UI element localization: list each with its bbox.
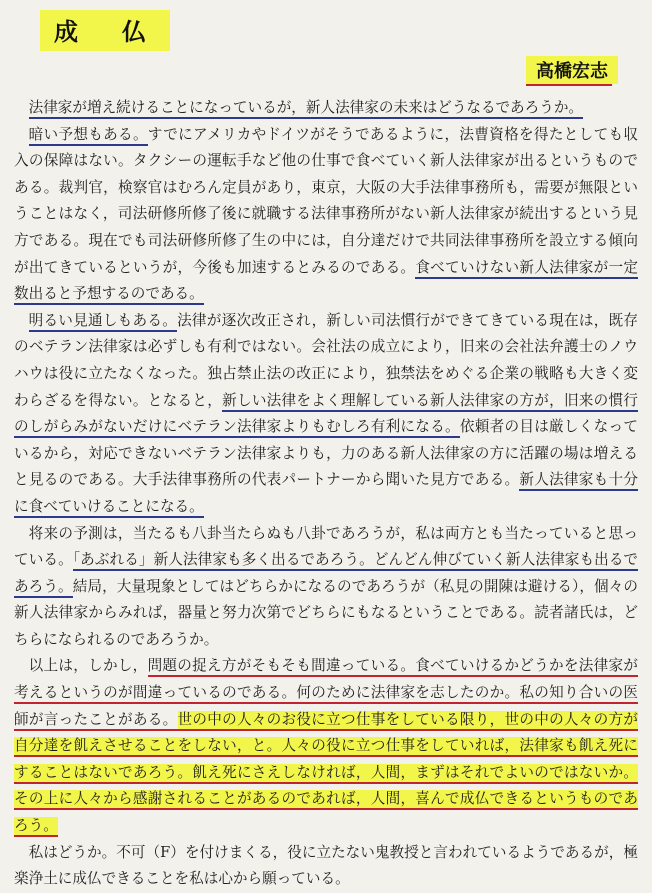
author-underline (526, 84, 612, 86)
paragraph-6 (14, 840, 638, 893)
paragraph-2 (14, 122, 638, 308)
paragraph-1 (14, 95, 638, 122)
sentence-underlined: 新しい法律をよく理解している新人法律家の方が，旧来の慣行のしがらみがないだけにベテラン法律家よりもむしろ有利になる。 (14, 392, 638, 439)
sentence-underlined: 「あぶれる」新人法律家も多く出るであろう。 (73, 551, 374, 571)
sentence-highlighted: 世の中の人々のお役に立つ仕事をしている限り，世の中の人々の方が自分達を飢えさせることをしない，と。人々の役に立つ仕事をしていれば，法律家も飢え死にすることはないであろう。飢え死にさえしなければ，人間，まずはそれでよいのではないか。その上に人々から感謝されることがあるのであれば，人間，喜んで成仏できるというものであろう。 (14, 711, 638, 837)
sentence-underlined: 新人法律家も十分に食べていけることになる。 (14, 471, 638, 518)
sentence: 結局，大量現象としてはどちらかになるのであろうが（私見の開陳は避ける），個々の新人法律家からみれば，器量と努力次第でどちらにもなるということである。読者諸氏は，どちらになられるのであろうか。 (14, 577, 638, 648)
sentence: 私はどうか。不可（F）を付けまくる，役に立たない鬼教授と言われているようであるが，極楽浄土に成仏できることを私は心から願っている。 (14, 843, 638, 888)
sentence: 依頼者の目は厳しくなっているから，対応できないベテラン法律家よりも，力のある新人法律家の方に活躍の場は増えると見るのである。大手法律事務所の代表パートナーから聞いた見方である。 (14, 418, 638, 489)
sentence-underlined-red: 問題の捉え方がそもそも間違っている。 (148, 657, 416, 677)
sentence-underlined: 法律家が増え続けることになっているが，新人法律家の未来はどうなるであろうか。 (29, 99, 583, 119)
paragraph-4 (14, 521, 638, 654)
essay-title: 成 仏 (40, 10, 170, 51)
sentence-underlined: どんどん伸びていく新人法律家も出るであろう。 (14, 551, 638, 598)
sentence-underlined: 食べていけない新人法律家が一定数出ると予想するのである。 (14, 259, 638, 306)
sentence: 以上は，しかし， (28, 657, 148, 675)
paragraph-3 (14, 308, 638, 521)
sentence-underlined-red: 食べていけるかどうかを法律家が考えるというのが間違っているのである。 (14, 657, 638, 704)
author-name: 高橋宏志 (526, 56, 618, 84)
sentence-underlined: 明るい見通しもある。 (29, 312, 177, 332)
sentence: すでにアメリカやドイツがそうであるように，法曹資格を得たとしても収入の保障はない。タクシーの運転手など他の仕事で食べていく新人法律家が出るというものである。裁判官，検察官はむろん定員があり，東京，大阪の大手法律事務所も，需要が無限ということはなく，司法研修所修了後に就職する法律事務所がない新人法律家が続出するという見方である。現在でも司法研修所修了生の中には，自分達だけで共同法律事務所を設立する傾向が出てきているというが，今後も加速するとみるのである。 (14, 125, 638, 276)
paragraph-5 (14, 653, 638, 839)
sentence: 法律が逐次改正され，新しい司法慣行ができてきている現在は，既存のベテラン法律家は必ずしも有利ではない。会社法の成立により，旧来の会社法弁護士のノウハウは役に立たなくなった。独占禁止法の改正により，独禁法をめぐる企業の戦略も大きく変わらざるを得ない。となると， (14, 311, 638, 409)
essay-body (14, 95, 638, 893)
sentence: 将来の予測は，当たるも八卦当たらぬも八卦であろうが，私は両方とも当たっていると思っている。 (14, 524, 638, 569)
sentence-underlined-red: 何のために法律家を志したのか。私の知り合いの医師が言ったことがある。 (14, 684, 638, 731)
sentence-underlined: 暗い予想もある。 (29, 126, 148, 146)
